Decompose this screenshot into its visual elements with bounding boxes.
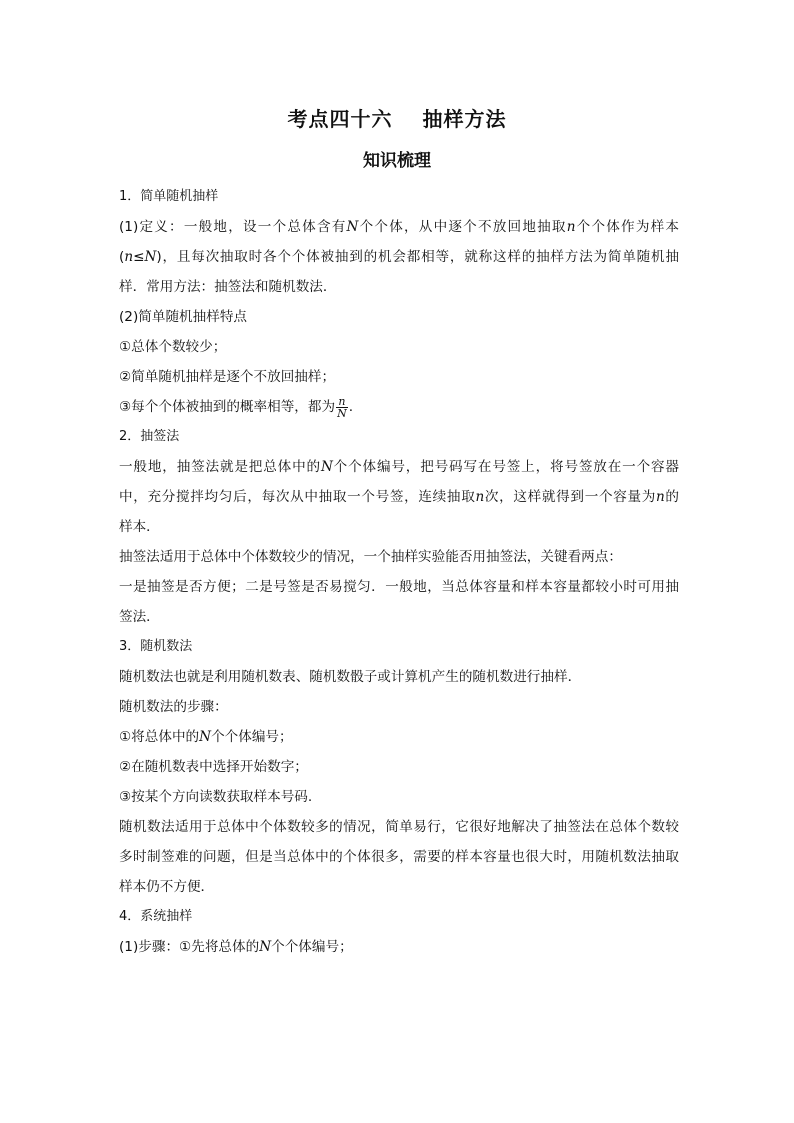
s1-definition-line-3: 样．常用方法：抽签法和随机数法．	[119, 279, 337, 295]
s3-paragraph-line-3: 多时制签难的问题，但是当总体中的个体很多，需要的样本容量也很大时，用随机数法抽取	[119, 849, 679, 865]
title-topic-name: 抽样方法	[422, 107, 507, 131]
s3-paragraph-line-2: 随机数法适用于总体中个体数较多的情况，简单易行，它很好地解决了抽签法在总体个数较	[119, 819, 679, 835]
s4-step-line-1: (1)步骤：①先将总体的N个个体编号；	[119, 939, 353, 955]
section-subtitle: 知识梳理	[363, 151, 431, 171]
page-title	[0, 103, 794, 132]
s3-paragraph-line-4: 样本仍不方便．	[119, 879, 215, 895]
content-body	[119, 182, 679, 962]
s3-paragraph-line-1: 随机数法也就是利用随机数表、随机数骰子或计算机产生的随机数进行抽样．	[119, 669, 582, 685]
s1-feature-2: ②简单随机抽样是逐个不放回抽样；	[119, 369, 336, 385]
s2-paragraph-line-1: 一般地，抽签法就是把总体中的N个个体编号，把号码写在号签上，将号签放在一个容器	[119, 459, 679, 475]
section-2-heading: 2．抽签法	[119, 429, 180, 444]
s2-paragraph-line-6: 签法．	[119, 609, 160, 625]
s2-paragraph-line-4: 抽签法适用于总体中个体数较少的情况，一个抽样实验能否用抽签法，关键看两点：	[119, 549, 622, 565]
s1-feature-1: ①总体个数较少；	[119, 339, 227, 355]
s1-feature-3: ③每个个体被抽到的概率相等，都为 $\frac{n}{N}$ .	[119, 394, 354, 420]
fraction-n-over-N: $\frac{n}{N}$	[337, 394, 347, 420]
section-1-heading: 1．简单随机抽样	[119, 189, 219, 204]
s3-step-1: ①将总体中的N个个体编号；	[119, 729, 293, 745]
section-4-heading: 4．系统抽样	[119, 909, 193, 924]
s1-definition-line-2: (n≤N)，且每次抽取时各个个体被抽到的机会都相等，就称这样的抽样方法为简单随机抽	[119, 249, 679, 265]
s1-definition-line-1: (1)定义：一般地，设一个总体含有N个个体，从中逐个不放回地抽取n个个体作为样本	[119, 219, 679, 235]
s2-paragraph-line-5: 一是抽签是否方便；二是号签是否易搅匀．一般地，当总体容量和样本容量都较小时可用抽	[119, 579, 679, 595]
s1-features-heading: (2)简单随机抽样特点	[119, 309, 248, 325]
s2-paragraph-line-2: 中，充分搅拌均匀后，每次从中抽取一个号签，连续抽取n次，这样就得到一个容量为n的	[119, 489, 679, 505]
title-topic-number: 考点四十六	[287, 107, 393, 131]
s3-step-3: ③按某个方向读数获取样本号码.	[119, 789, 313, 805]
s2-paragraph-line-3: 样本．	[119, 519, 160, 535]
section-3-heading: 3．随机数法	[119, 639, 193, 654]
s3-step-2: ②在随机数表中选择开始数字；	[119, 759, 308, 775]
s3-steps-heading: 随机数法的步骤：	[119, 699, 228, 715]
